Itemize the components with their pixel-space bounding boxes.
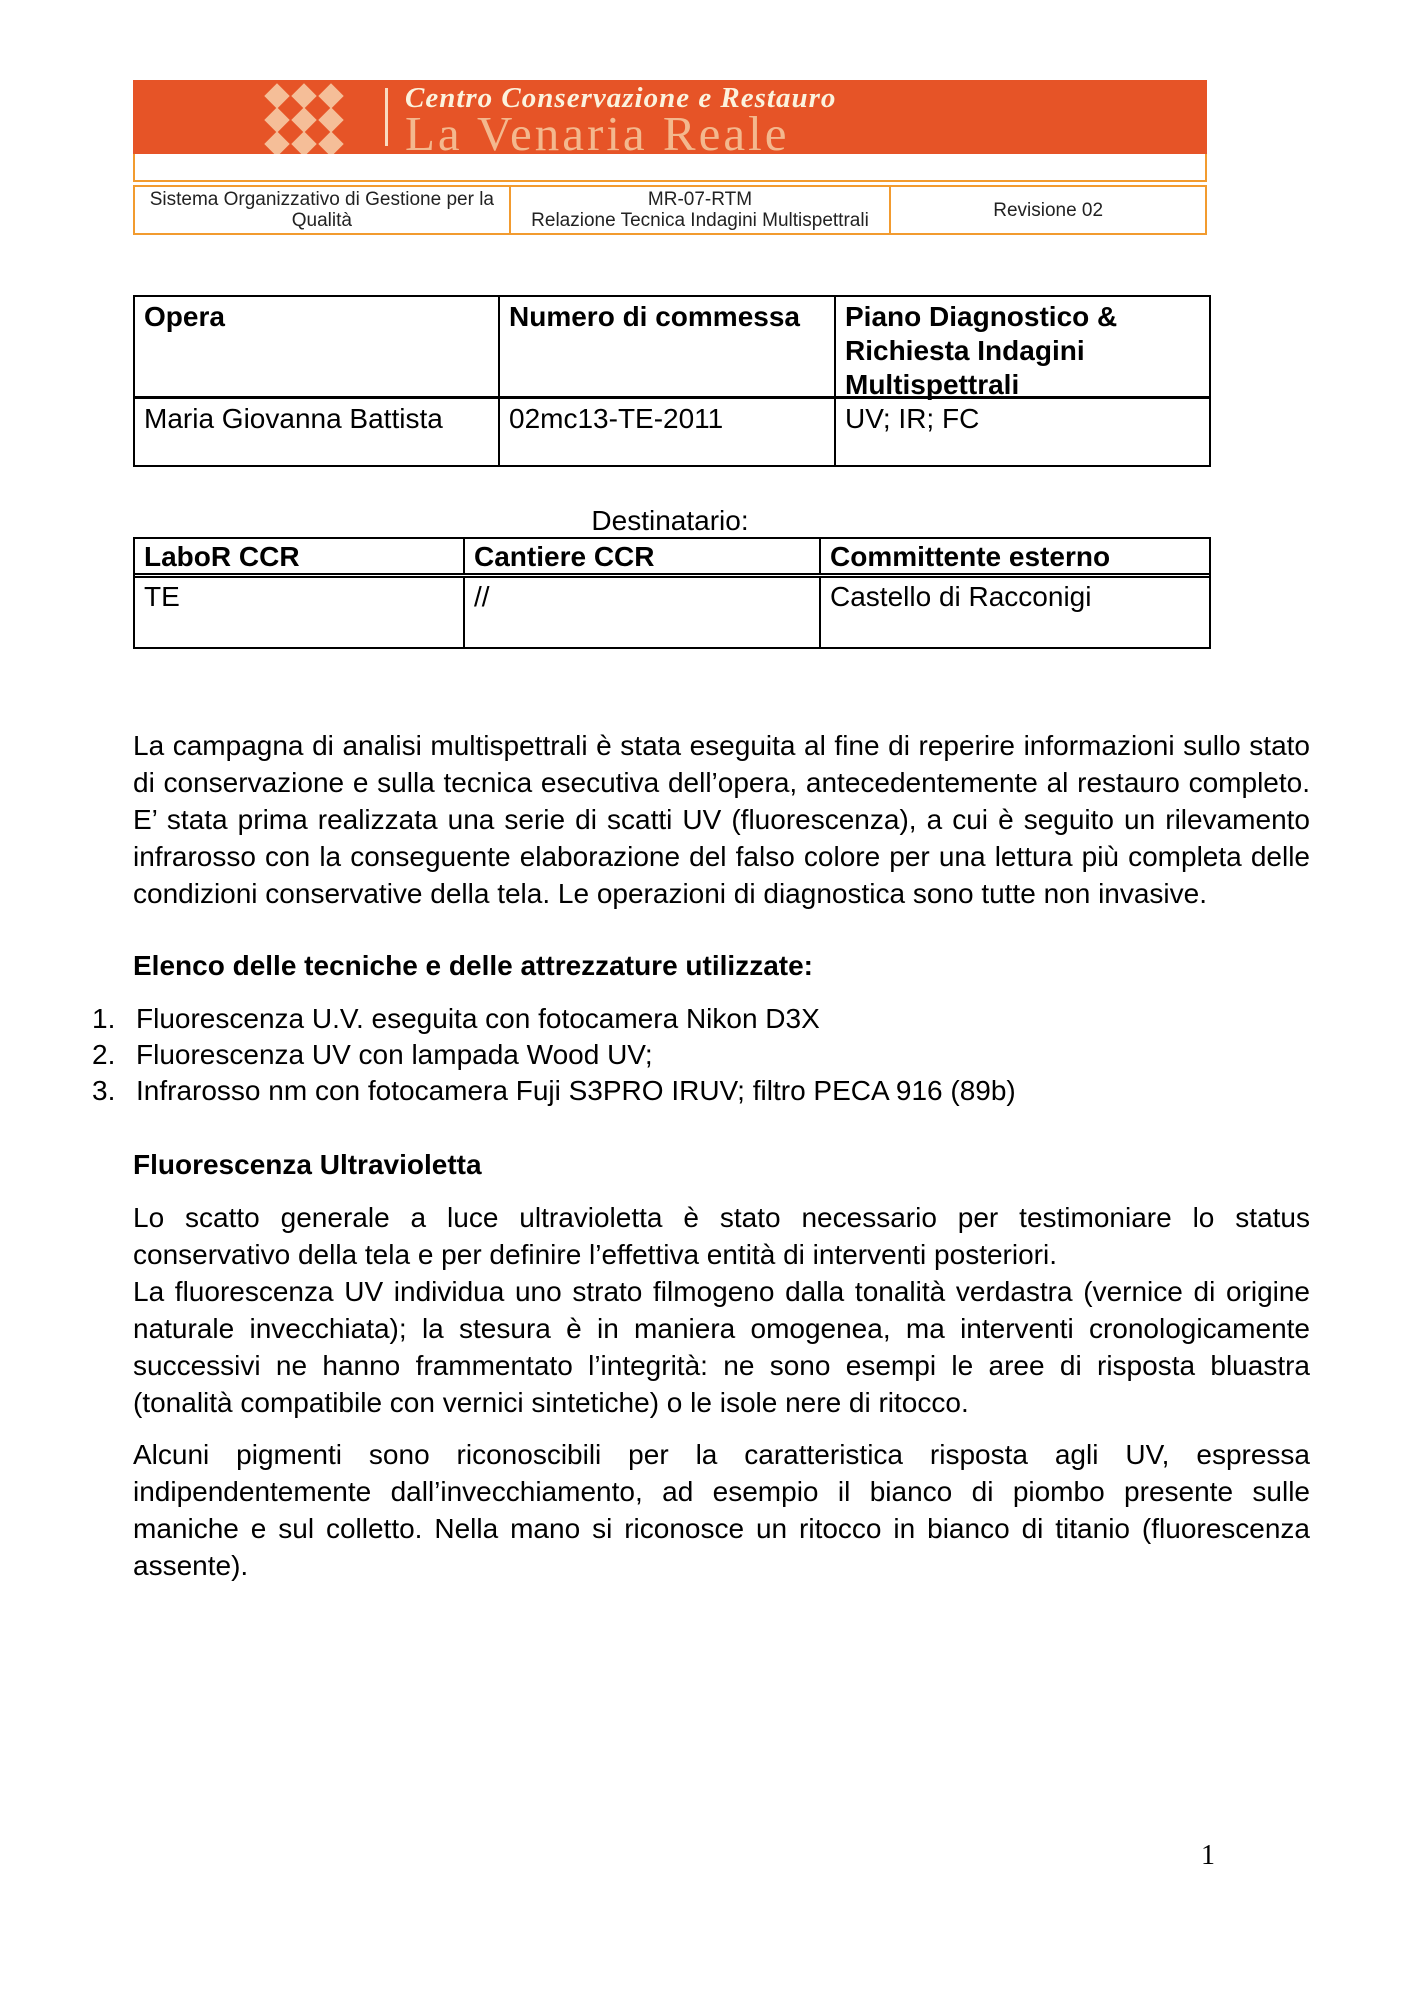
labor-ccr-header: LaboR CCR — [135, 539, 465, 573]
committente-header: Committente esterno — [830, 541, 1111, 572]
techniques-list — [92, 1001, 1312, 1109]
list-item — [92, 1001, 1312, 1037]
indagini-value: UV; IR; FC — [845, 403, 980, 434]
organization-name — [405, 84, 836, 154]
list-item-number: 1. — [92, 1003, 116, 1034]
list-item-text: Fluorescenza UV con lampada Wood UV; — [136, 1039, 653, 1070]
org-name-line2: La Venaria Reale — [405, 106, 790, 154]
letterhead — [133, 80, 1207, 235]
uv-paragraph-2: La fluorescenza UV individua uno strato filmogeno dalla tonalità verdastra (vernice di origine naturale invecchiata); la stesura è in maniera omogenea, ma interventi cronologicamente successivi ne hanno frammentato l’integrità: ne sono esempi le aree di risposta bluastra (tonalità compatibile con vernici sintetiche) o le isole nere di ritocco. — [133, 1276, 1310, 1418]
document-code-cell — [511, 187, 892, 233]
opera-value: Maria Giovanna Battista — [135, 399, 500, 465]
diamond-icon — [291, 131, 316, 154]
commessa-value: 02mc13-TE-2011 — [500, 399, 836, 465]
opera-table-data-row — [135, 399, 1209, 465]
cantiere-ccr-value: // — [465, 578, 821, 647]
opera-header: Opera — [135, 297, 500, 396]
diamond-icon — [264, 107, 289, 132]
list-item-text: Fluorescenza U.V. eseguita con fotocamera Nikon D3X — [136, 1003, 820, 1034]
header-spacer-row — [133, 154, 1207, 182]
diamond-icon — [318, 131, 343, 154]
committente-value: Castello di Racconigi — [830, 581, 1092, 612]
revision-cell: Revisione 02 — [993, 199, 1104, 221]
diamond-icon — [291, 107, 316, 132]
opera-table-header-row — [135, 297, 1209, 399]
diamond-icon — [318, 83, 343, 108]
destinatario-table — [133, 537, 1211, 649]
cantiere-ccr-header: Cantiere CCR — [465, 539, 821, 573]
list-item — [92, 1037, 1312, 1073]
diamond-icon — [264, 83, 289, 108]
elenco-heading: Elenco delle tecniche e delle attrezzature utilizzate: — [133, 950, 813, 981]
diamond-icon — [318, 107, 343, 132]
quality-system-cell: Sistema Organizzativo di Gestione per la Qualità — [135, 187, 511, 233]
list-item — [92, 1073, 1312, 1109]
logo-separator — [385, 88, 388, 146]
list-item-number: 3. — [92, 1075, 116, 1106]
org-name-line1: Centro Conservazione e Restauro — [405, 82, 837, 114]
document-title: Relazione Tecnica Indagini Multispettrali — [531, 210, 869, 231]
pigmenti-paragraph: Alcuni pigmenti sono riconoscibili per la caratteristica risposta agli UV, espressa indipendentemente dall’invecchiamento, ad esempio il bianco di piombo presente sulle maniche e sul colletto. Nella mano si riconosce un ritocco in bianco di titanio (fluorescenza assente). — [133, 1439, 1310, 1581]
ccr-diamonds-logo-icon — [263, 84, 344, 154]
destinatario-label: Destinatario: — [591, 505, 749, 536]
list-item-number: 2. — [92, 1039, 116, 1070]
uv-paragraph-1: Lo scatto generale a luce ultravioletta è stato necessario per testimoniare lo status conservativo della tela e per definire l’effettiva entità di interventi posteriori. — [133, 1202, 1310, 1270]
destinatario-header-row — [135, 539, 1209, 578]
destinatario-data-row — [135, 578, 1209, 647]
labor-ccr-value: TE — [135, 578, 465, 647]
opera-table — [133, 295, 1211, 467]
piano-diagnostico-header: Piano Diagnostico & Richiesta Indagini Multispettrali — [845, 301, 1118, 400]
fluorescenza-heading: Fluorescenza Ultravioletta — [133, 1149, 482, 1180]
header-banner — [133, 80, 1207, 154]
list-item-text: Infrarosso nm con fotocamera Fuji S3PRO IRUV; filtro PECA 916 (89b) — [136, 1075, 1016, 1106]
document-code: MR-07-RTM — [647, 189, 753, 210]
page-number: 1 — [1201, 1840, 1215, 1871]
commessa-header: Numero di commessa — [500, 297, 836, 396]
quality-system-row — [133, 185, 1207, 235]
diamond-icon — [291, 83, 316, 108]
intro-paragraph: La campagna di analisi multispettrali è stata eseguita al fine di reperire informazioni sullo stato di conservazione e sulla tecnica esecutiva dell’opera, antecedentemente al restauro completo. E’ stata prima realizzata una serie di scatti UV (fluorescenza), a cui è seguito un rilevamento infrarosso con la conseguente elaborazione del falso colore per una lettura più completa delle condizioni conservative della tela. Le operazioni di diagnostica sono tutte non invasive. — [133, 730, 1310, 909]
diamond-icon — [264, 131, 289, 154]
